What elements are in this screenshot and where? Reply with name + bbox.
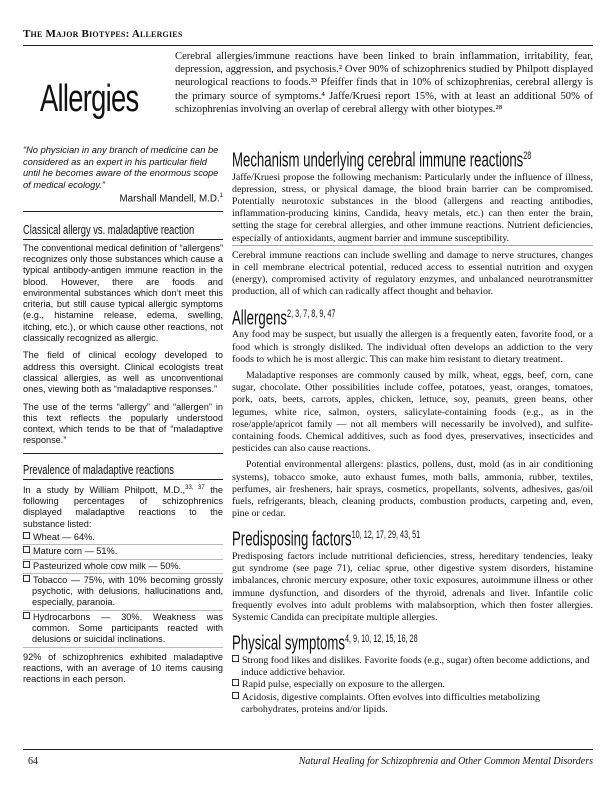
list-item	[23, 532, 223, 545]
running-head: The Major Biotypes: Allergies	[23, 28, 183, 40]
list-item	[23, 612, 223, 648]
page-number: 64	[28, 756, 38, 767]
allergens-body	[232, 329, 593, 520]
checkbox-icon	[23, 561, 30, 568]
physical-list	[232, 655, 593, 716]
predisposing-refs: 10, 12, 17, 29, 43, 51	[351, 529, 421, 542]
prevalence-outro: 92% of schizophrenics exhibited maladaptive reactions, with an average of 10 items causing reactions in each person.	[23, 651, 223, 685]
mechanism-p1: Jaffe/Kruesi propose the following mechanism: Particularly under the influence of illness, depression, stress, or physical damage, the blood brain barrier can be compromised. Potentially neurotoxic substances in the blood (allergens and reacting antibodies, inflammation-producing kinins, Candida, heavy metals, etc.) can then enter the brain, setting the stage for cerebral allergies, and other immune reactions. Nutrient deficiencies, especially of antioxidants, augment barrier and immune susceptibility.	[232, 172, 593, 246]
physical-heading-text: Physical symptoms	[232, 632, 345, 655]
predisposing-p1: Predisposing factors include nutritional deficiencies, stress, hereditary tendencies, leaky gut syndrome (see page 71), celiac sprue, other digestive system disorders, histamine imbalances, chronic mercury exposure, other toxic exposures, autoimmune illness or other immune dysfunction, and disorders of the thyroid, adrenals and liver. Infantile colic frequently evolves into adult problems with malabsorption, which then foster allergies. Systemic Candida can precipitate multiple allergies.	[232, 551, 593, 624]
main-column	[232, 143, 593, 716]
list-item-text: Hydrocarbons — 30%. Weakness was common. Some participants reacted with delusions or suicidal inclinations.	[32, 611, 223, 645]
prevalence-list	[23, 532, 223, 648]
attribution-ref: 1	[219, 193, 223, 200]
checkbox-icon	[232, 679, 239, 686]
checkbox-icon	[23, 612, 30, 619]
list-item-text: Mature corn — 51%.	[33, 546, 118, 557]
checkbox-icon	[232, 655, 239, 662]
classical-p3: The use of the terms “allergy” and “allergen” in this text reflects the popularly understood context, which tends to be that of “maladaptive response.”	[23, 401, 223, 446]
predisposing-heading-text: Predisposing factors	[232, 529, 352, 552]
list-item	[232, 692, 593, 716]
checkbox-icon	[232, 692, 239, 699]
mechanism-p2: Cerebral immune reactions can include swelling and damage to nerve structures, changes in cell membrane electrical potential, reduced access to essential nutrition and oxygen (energy), compromised activity of regulatory enzymes, and unbalanced neurotransmitter production, all of which can radically affect thought and behavior.	[232, 249, 593, 298]
mechanism-refs: 28	[523, 150, 532, 162]
allergens-p3: Potential environmental allergens: plastics, pollens, dust, mold (as in air conditioning systems), tobacco smoke, auto exhaust fumes, moth balls, ammonia, rubber, textiles, perfumes, air fresheners, hair sprays, cosmetics, propellants, solvents, adhesives, gas/oil fuels, refrigerants, bleach, cleaning products, combustion products, carpeting and, even, pine or cedar.	[232, 459, 593, 520]
physical-refs: 4, 9, 10, 12, 15, 16, 28	[344, 633, 418, 646]
classical-heading: Classical allergy vs. maladaptive reaction	[23, 221, 195, 237]
epigraph-attribution	[23, 193, 223, 204]
prevalence-intro-refs: 33, 37	[185, 484, 205, 491]
prevalence-intro	[23, 483, 223, 530]
mechanism-body-2	[232, 250, 593, 299]
allergens-refs: 2, 3, 7, 8, 9, 47	[287, 307, 336, 320]
list-item-text: Tobacco — 75%, with 10% becoming grossly psychotic, with delusions, hallucinations and, especially, paranoia.	[32, 574, 223, 608]
mechanism-heading-text: Mechanism underlying cerebral immune reactions	[232, 149, 524, 172]
allergens-p1: Any food may be suspect, but usually the allergen is a frequently eaten, favorite food, or a food which is strongly disliked. The individual often develops an addiction to the very foods to which he is most allergic. This can make him resistant to dietary treatment.	[232, 329, 593, 365]
classical-body	[23, 243, 223, 447]
classical-p1: The conventional medical definition of “allergens” recognizes only those substances which cause a typical antibody-antigen immune reaction in the blood. However, there are foods and environmental substances which don’t meet this criteria, but still cause typical allergic symptoms (e.g., histamine release, edema, swelling, itching, etc.), or which cause other reactions, not classically recognized as allergic.	[23, 242, 223, 344]
prevalence-intro-b: the following percentages of schizophrenics displayed maladaptive reactions to the substance listed:	[23, 484, 223, 529]
prevalence-body	[23, 483, 223, 686]
allergens-heading-text: Allergens	[232, 307, 288, 330]
chapter-title: Allergies	[40, 78, 139, 120]
prevalence-heading: Prevalence of maladaptive reactions	[23, 461, 174, 477]
allergens-heading	[232, 303, 470, 330]
attribution-name: Marshall Mandell, M.D.	[119, 193, 220, 205]
epigraph-quote: “No physician in any branch of medicine can be considered as an expert in his particular field until he becomes aware of the enormous scope of medical ecology.”	[23, 145, 219, 190]
list-item	[23, 561, 223, 574]
intro-paragraph: Cerebral allergies/immune reactions have been linked to brain inflammation, irritability, fear, depression, aggression, and psychosis.² Over 90% of schizophrenics studied by Philpott displayed neurological reactions to foods.³³ Pfeiffer finds that in 10% of schizophrenias, cerebral allergy is the primary source of symptoms.⁴ Jaffe/Kruesi report 15%, with at least an additional 50% of schizophrenias involving an overlap of cerebral allergy with other biotypes.²⁸	[175, 51, 593, 115]
list-item	[23, 546, 223, 559]
predisposing-heading	[232, 524, 470, 551]
checkbox-icon	[23, 546, 30, 553]
checkbox-icon	[23, 532, 30, 539]
allergens-p2: Maladaptive responses are commonly caused by milk, wheat, eggs, beef, corn, cane sugar, chocolate. Other possibilities include coffee, potatoes, yeast, oranges, tomatoes, pork, oats, beets, carrots, apples, chicken, lettuce, soy, peanuts, green beans, other legumes, white rice, salmon, oysters, salicylate-containing foods (e.g., as in the rose/apple/apricot family — not all members will necessarily be involved), and sulfite-containing foods. Chemical additives, such as food dyes, preservatives, insecticides and pesticides can also cause reactions.	[232, 369, 593, 455]
list-item-text: Rapid pulse, especially on exposure to the allergen.	[242, 679, 446, 691]
prevalence-heading-block	[23, 462, 223, 480]
mechanism-heading	[232, 145, 532, 172]
list-item-text: Wheat — 64%.	[33, 531, 95, 542]
footer-rule	[23, 749, 593, 750]
classical-p2: The field of clinical ecology developed to address this oversight. Clinical ecologists treat classical allergies, as well as unconventional ones, viewing both as “maladaptive responses.”	[23, 350, 223, 395]
physical-heading	[232, 628, 470, 655]
list-item-text: Pasteurized whole cow milk — 50%.	[33, 560, 182, 571]
divider	[23, 453, 223, 454]
divider	[23, 211, 223, 212]
header-rule	[23, 45, 593, 46]
list-item	[23, 575, 223, 611]
list-item-text: Acidosis, digestive complaints. Often evolves into difficulties metabolizing carbohydrates, proteins and/or lipids.	[241, 691, 540, 715]
checkbox-icon	[23, 575, 30, 582]
classical-heading-block	[23, 222, 223, 240]
book-title: Natural Healing for Schizophrenia and Other Common Mental Disorders	[298, 756, 593, 767]
list-item-text: Strong food likes and dislikes. Favorite foods (e.g., sugar) often become addictions, and induce addictive behavior.	[241, 654, 590, 679]
list-item	[232, 655, 593, 679]
mechanism-body	[232, 172, 593, 246]
prevalence-intro-a: In a study by William Philpott, M.D.,	[23, 484, 186, 495]
predisposing-body	[232, 551, 593, 624]
sidebar	[23, 145, 223, 686]
list-item	[232, 679, 593, 691]
